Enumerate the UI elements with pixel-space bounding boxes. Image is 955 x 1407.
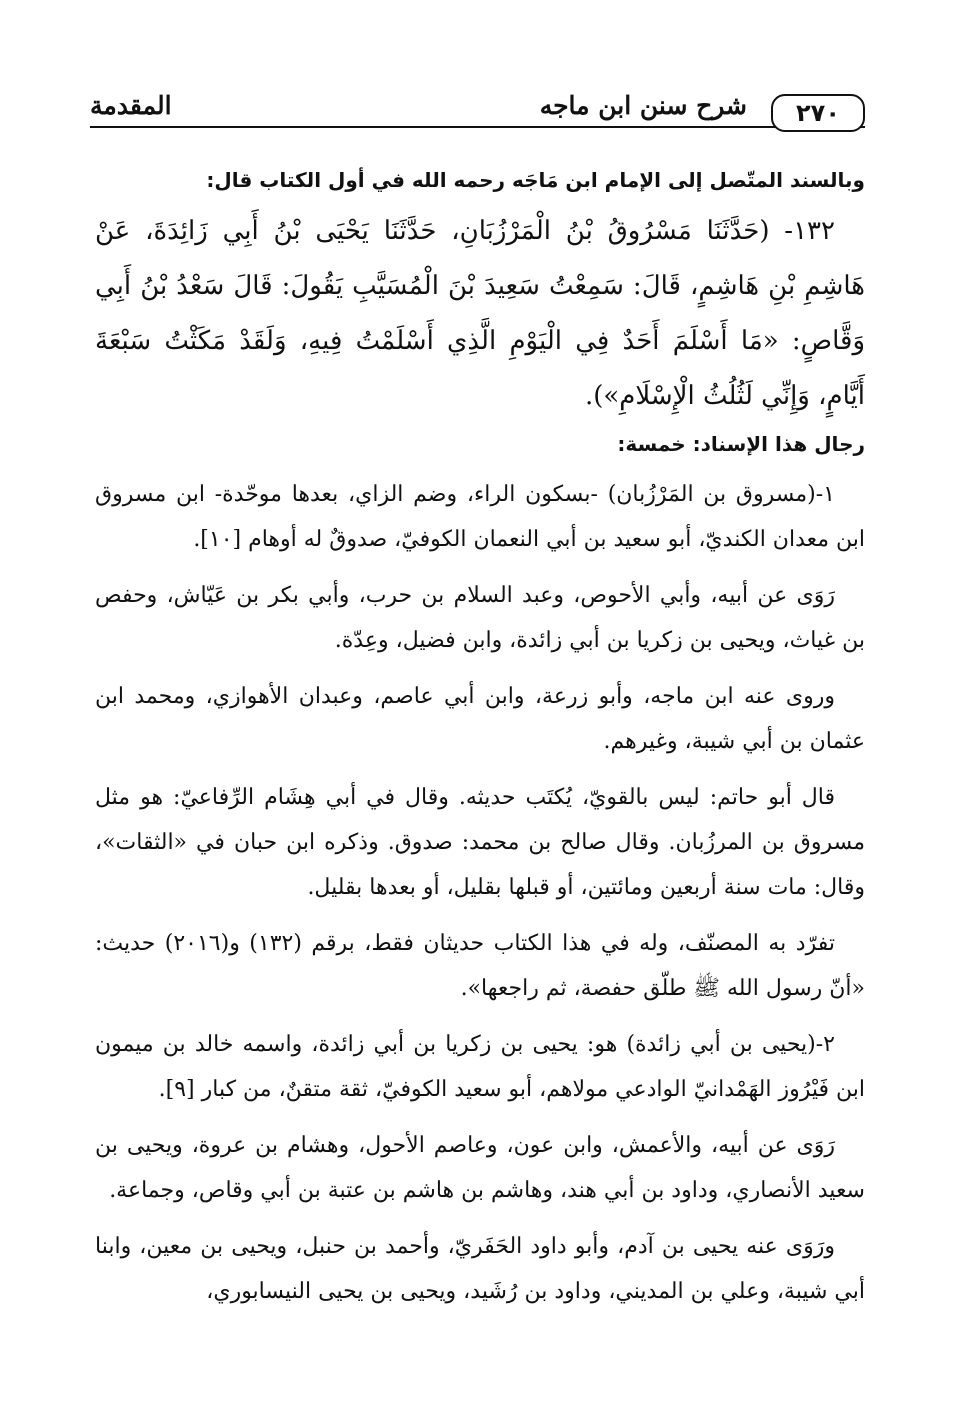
page-body	[95, 160, 865, 1320]
narrators-heading: رجال هذا الإسناد: خمسة:	[617, 432, 865, 456]
paragraph-masruq: ١-(مسروق بن المَرْزُبان) -بسكون الراء، وضم الزاي، بعدها موحّدة- ابن مسروق ابن معدان الكنديّ، أبو سعيد بن أبي النعمان الكوفيّ، صدوقٌ له أوهام [١٠].	[95, 482, 865, 552]
paragraph-yahya-teachers: رَوَى عن أبيه، والأعمش، وابن عون، وعاصم الأحول، وهشام بن عروة، ويحيى بن سعيد الأنصاري، وداود بن أبي هند، وهاشم بن هاشم بن عتبة بن أبي وقاص، وجماعة.	[95, 1133, 865, 1203]
paragraph-masruq-students: وروى عنه ابن ماجه، وأبو زرعة، وابن أبي عاصم، وعبدان الأهوازي، ومحمد ابن عثمان بن أبي شيبة، وغيرهم.	[95, 684, 865, 754]
paragraph-masruq-grading: قال أبو حاتم: ليس بالقويّ، يُكتَب حديثه. وقال في أبي هِشَام الرِّفاعيّ: هو مثل مسروق بن المرزُبان. وقال صالح بن محمد: صدوق. وذكره ابن حبان في «الثقات»، وقال: مات سنة أربعين ومائتين، أو قبلها بقليل، أو بعدها بقليل.	[95, 785, 865, 900]
page-number: ٢٧٠	[771, 94, 865, 132]
paragraph-yahya: ٢-(يحيى بن أبي زائدة) هو: يحيى بن زكريا بن أبي زائدة، واسمه خالد بن ميمون ابن فَيْرُوز الهَمْدانيّ الوادعي مولاهم، أبو سعيد الكوفيّ، ثقة متقنٌ، من كبار [٩].	[95, 1032, 865, 1102]
header-divider	[90, 126, 865, 128]
page-header	[90, 88, 865, 134]
paragraph-masruq-hadith-count: تفرّد به المصنّف، وله في هذا الكتاب حديثان فقط، برقم (١٣٢) و(٢٠١٦) حديث: «أنّ رسول الله ﷺ طلّق حفصة، ثم راجعها».	[95, 931, 865, 1001]
paragraph-yahya-students: ورَوَى عنه يحيى بن آدم، وأبو داود الحَفَريّ، وأحمد بن حنبل، ويحيى بن معين، وابنا أبي شيبة، وعلي بن المديني، وداود بن رُشَيد، ويحيى بن يحيى النيسابوري،	[95, 1234, 865, 1304]
section-title: المقدمة	[90, 91, 172, 120]
chain-intro: وبالسند المتّصل إلى الإمام ابن مَاجَه رحمه الله في أول الكتاب قال:	[206, 168, 865, 192]
book-title: شرح سنن ابن ماجه	[534, 88, 753, 124]
paragraph-masruq-teachers: رَوَى عن أبيه، وأبي الأحوص، وعبد السلام بن حرب، وأبي بكر بن عَيّاش، وحفص بن غياث، ويحيى بن زكريا بن أبي زائدة، وابن فضيل، وعِدّة.	[95, 583, 865, 653]
hadith-text: ١٣٢- (حَدَّثَنَا مَسْرُوقُ بْنُ الْمَرْزُبَانِ، حَدَّثَنَا يَحْيَى بْنُ أَبِي زَائِدَةَ، عَنْ هَاشِمِ بْنِ هَاشِمٍ، قَالَ: سَمِعْتُ سَعِيدَ بْنَ الْمُسَيَّبِ يَقُولَ: قَالَ سَعْدُ بْنُ أَبِي وَقَّاصٍ: «مَا أَسْلَمَ أَحَدٌ فِي الْيَوْمِ الَّذِي أَسْلَمْتُ فِيهِ، وَلَقَدْ مَكَثْتُ سَبْعَةَ أَيَّامٍ، وَإِنِّي لَثُلُثُ الْإِسْلَامِ»).	[95, 216, 865, 411]
